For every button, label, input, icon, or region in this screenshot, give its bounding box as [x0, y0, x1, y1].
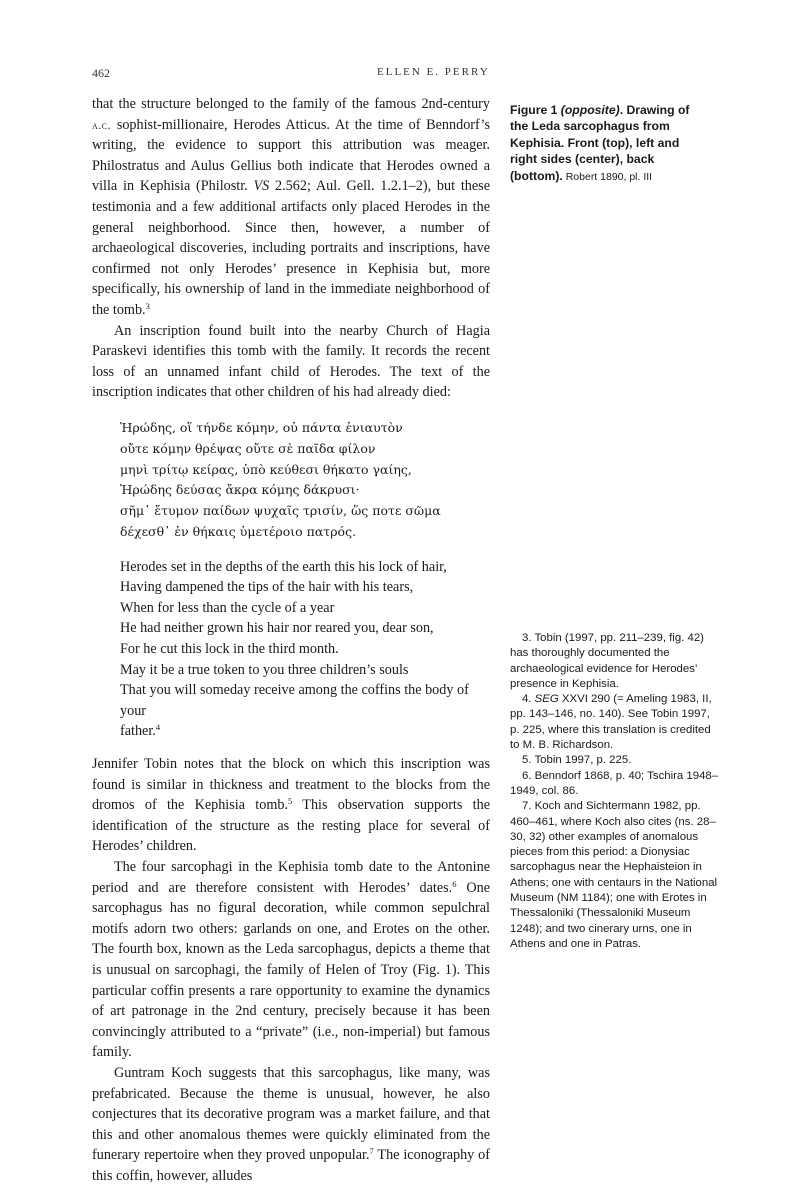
page-number: 462	[92, 66, 110, 80]
translation-line: He had neither grown his hair nor reared you, dear son,	[120, 620, 434, 637]
translation-line: Herodes set in the depths of the earth this his lock of hair,	[120, 558, 447, 575]
paragraph-4: The four sarcophagi in the Kephisia tomb date to the Antonine period and are therefore consistent with Herodes’ dates.$^6$ One sarcophagus has no figural decoration, while common sepulchral motifs adorn two others: garlands on one, and Erotes on the other. The fourth box, known as the Leda sarcophagus, depicts a theme that is unusual on sarcophagi, the family of Helen of Troy (Fig. 1). This particular coffin presents a rare opportunity to examine the dynamics of art patronage in the 2nd century, precisely because it has been convincingly attributed to a “private” (i.e., non-imperial) but famous family.	[92, 859, 490, 1061]
footnote-ref-7[interactable]: 7	[369, 1146, 374, 1157]
paragraph-1: that the structure belonged to the family of the famous 2nd-century a.c. sophist-millionaire, Herodes Atticus. At the time of Benndorf’s writing, the evidence to support this attribution was meager. Philostratus and Aulus Gellius both indicate that Herodes owned a villa in Kephisia (Philostr. VS 2.562; Aul. Gell. 1.2.1–2), but these testimonia and a few additional artifacts only placed Herodes in the general neighborhood. Since then, however, a number of archaeological discoveries, including portraits and inscriptions, have confirmed not only Herodes’ presence in Kephisia but, more specifically, his ownership of land in the immediate neighborhood of the tomb.$^3$	[92, 96, 490, 318]
translation-line: For he cut this lock in the third month.	[120, 641, 339, 658]
translation-line: May it be a true token to you three children’s souls	[120, 661, 409, 678]
paragraph-3: Jennifer Tobin notes that the block on which this inscription was found is similar in thickness and treatment to the blocks from the dromos of the Kephisia tomb.$^5$ This observation supports the identification of the structure as the resting place for several of Herodes’ children.	[92, 756, 490, 855]
translation-line: When for less than the cycle of a year	[120, 599, 335, 616]
main-text-column	[92, 94, 490, 1187]
footnote-ref-5[interactable]: 5	[288, 796, 293, 807]
translation-line: Having dampened the tips of the hair with his tears,	[120, 579, 414, 596]
greek-line: Ἡρώδης, οἵ τήνδε κόμην, οὐ πάντα ἐνιαυτὸν	[120, 419, 403, 435]
greek-line: σῆμ᾽ ἔτυμον παίδων ψυχαῖς τρισίν, ὥς ποτε σῶμα	[120, 503, 441, 519]
footnote-ref-4[interactable]: 4	[155, 722, 161, 733]
footnote-ref-3[interactable]: 3	[145, 300, 150, 311]
translation-line: That you will someday receive among the coffins the body of your	[120, 682, 469, 719]
page-header	[0, 66, 792, 84]
figure-credit: Robert 1890, pl. III	[562, 170, 653, 183]
figure-caption: Figure 1 (opposite). Drawing of the Leda sarcophagus from Kephisia. Front (top), left and right sides (center), back (bottom). Robert 1890, pl. III	[510, 103, 690, 183]
english-translation	[120, 557, 490, 742]
footnote-3: 3. Tobin (1997, pp. 211–239, fig. 42) has thoroughly documented the archaeological evidence for Herodes’ presence in Kephisia.	[510, 632, 704, 690]
translation-line: father.$^4$	[120, 722, 161, 740]
greek-line: μηνὶ τρίτῳ κείρας, ὑπὸ κεύθεσι θήκατο γαίης,	[120, 461, 412, 477]
greek-line: οὔτε κόμην θρέψας οὔτε σὲ παῖδα φίλον	[120, 440, 376, 456]
greek-line: Ἡρώδης δεύσας ἄκρα κόμης δάκρυσι·	[120, 482, 360, 498]
footnote-ref-6[interactable]: 6	[452, 878, 457, 889]
greek-inscription	[120, 418, 490, 543]
footnote-7: 7. Koch and Sichtermann 1982, pp. 460–461, where Koch also cites (ns. 28–30, 32) other examples of anomalous pieces from this period: a Dionysiac sarcophagus near the Hephaisteion in Athens; one with centaurs in the National Museum (NM 1184); one with Erotes in Thessaloniki (Thessaloniki Museum 1248); and two cinerary urns, one in Athens and one in Patras.	[510, 800, 718, 950]
paragraph-2: An inscription found built into the nearby Church of Hagia Paraskevi identifies this tomb with the family. It records the recent loss of an unnamed infant child of Herodes. The text of the inscription indicates that other children of his had already died:	[92, 322, 490, 401]
greek-line: δέχεσθ᾽ ἐν θήκαις ὑμετέροιο πατρός.	[120, 523, 357, 539]
running-head: ELLEN E. PERRY	[377, 66, 490, 78]
paragraph-5: Guntram Koch suggests that this sarcophagus, like many, was prefabricated. Because the theme is unusual, however, he also conjectures that its decorative program was a market failure, and that this and other anomalous themes were quickly eliminated from the funerary repertoire when they proved unpopular.$^7$ The iconography of this coffin, however, alludes	[92, 1064, 490, 1184]
footnote-6: 6. Benndorf 1868, p. 40; Tschira 1948–1949, col. 86.	[510, 769, 719, 797]
footnote-5: 5. Tobin 1997, p. 225.	[522, 754, 632, 767]
footnotes	[510, 631, 720, 952]
footnote-4: 4. SEG XXVI 290 (= Ameling 1983, II, pp. 143–146, no. 140). See Tobin 1997, p. 225, where this translation is credited to M. B. Richardson.	[510, 693, 712, 752]
